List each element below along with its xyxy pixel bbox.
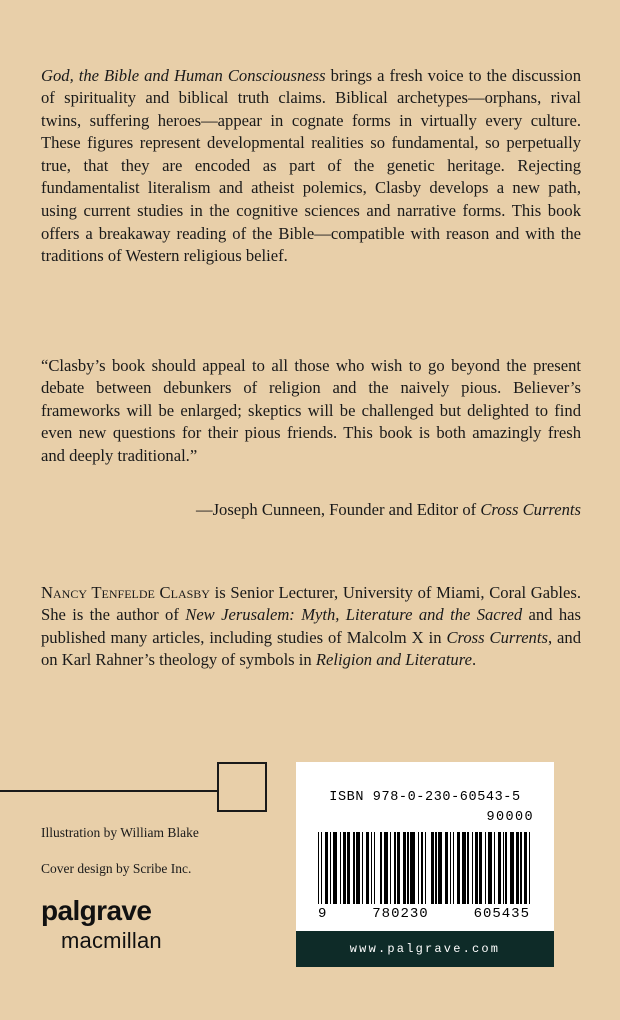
book-title-italic: God, the Bible and Human Consciousness xyxy=(41,65,326,85)
publisher-logo-main: palgrave xyxy=(41,895,152,926)
isbn-ean5-addon: 90000 xyxy=(486,810,534,825)
barcode-digit-group-right: 605435 xyxy=(473,906,530,922)
review-attribution xyxy=(41,500,581,520)
barcode-digit-group-left: 9 xyxy=(318,906,328,922)
isbn-label: ISBN 978-0-230-60543-5 xyxy=(329,790,521,805)
review-attribution-publication: Cross Currents xyxy=(480,499,581,519)
barcode-digit-group-mid: 780230 xyxy=(372,906,429,922)
author-work-3: Religion and Literature xyxy=(315,650,472,670)
publisher-logo-sub: macmillan xyxy=(61,928,162,953)
decorative-square-outline xyxy=(217,762,267,812)
publisher-logo xyxy=(41,897,221,953)
illustration-credit: Illustration by William Blake xyxy=(41,825,199,840)
decorative-rule xyxy=(0,790,218,792)
author-name: Nancy Tenfelde Clasby xyxy=(41,582,210,602)
author-bio xyxy=(41,582,581,672)
author-bio-part3: , and on Karl Rahner’s theology of symbols in xyxy=(41,627,582,670)
review-quote: “Clasby’s book should appeal to all those who wish to go beyond the present debate between debunkers of religion and the naively pious. Believer’s frameworks will be enlarged; skeptics will be challenged but delighted to find even new questions for their pious friends. This book is both amazingly fresh and deeply traditional.” xyxy=(41,355,581,465)
barcode-digits xyxy=(318,906,530,922)
author-work-2: Cross Currents xyxy=(446,627,548,647)
book-description-body: brings a fresh voice to the discussion of spirituality and biblical truth claims. Biblical archetypes—orphans, rival twins, suffering heroes—appear in cognate forms in virtually every culture. These figures represent developmental realities so fundamental, so perpetually true, that they are encoded as part of the genetic heritage. Rejecting fundamentalist literalism and atheist polemics, Clasby develops a new path, using current studies in the cognitive sciences and narrative forms. This book offers a breakaway reading of the Bible—compatible with reason and with the traditions of Western religious belief. xyxy=(41,65,582,266)
author-work-1: New Jerusalem: Myth, Literature and the Sacred xyxy=(185,605,523,625)
author-bio-part1: is Senior Lecturer, University of Miami, Coral Gables. She is the author of xyxy=(41,582,581,625)
book-description xyxy=(41,65,581,268)
publisher-url-bar: www.palgrave.com xyxy=(296,931,554,967)
author-bio-part4: . xyxy=(471,650,477,670)
review-attribution-prefix: —Joseph Cunneen, Founder and Editor of xyxy=(195,499,481,519)
author-bio-part2: and has published many articles, including studies of Malcolm X in xyxy=(41,605,581,647)
barcode-graphic xyxy=(318,832,530,904)
cover-design-credit: Cover design by Scribe Inc. xyxy=(41,861,192,876)
